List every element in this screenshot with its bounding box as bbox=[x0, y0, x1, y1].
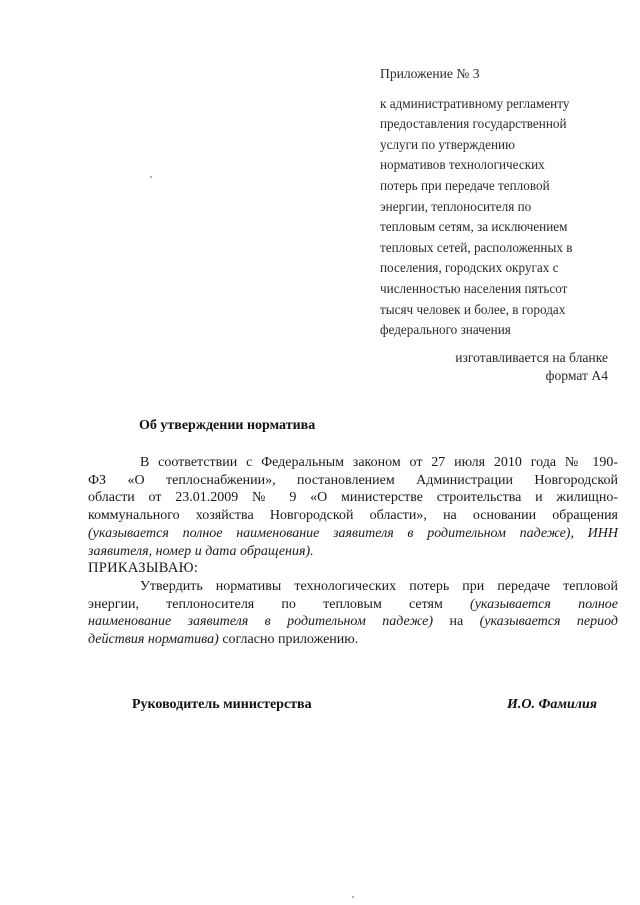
document-body bbox=[88, 454, 618, 649]
appendix-line: тепловым сетям, за исключением bbox=[380, 219, 568, 235]
appendix-line: к административному регламенту bbox=[380, 95, 570, 111]
order-placeholder: действия норматива) bbox=[88, 632, 219, 648]
appendix-line: энергии, теплоносителя по bbox=[380, 198, 532, 214]
order-line bbox=[88, 596, 618, 614]
basis-line: В соответствии с Федеральным законом от 27 июля 2010 года № 190- bbox=[140, 455, 618, 470]
blank-note bbox=[358, 349, 608, 385]
appendix-line: численностью населения пятьсот bbox=[380, 280, 568, 296]
appendix-line: потерь при передаче тепловой bbox=[380, 177, 550, 193]
order-placeholder: (указывается период bbox=[479, 614, 618, 630]
basis-line: (указывается полное наименование заявителя в родительном падеже), ИНН bbox=[88, 525, 618, 541]
order-text: согласно приложению. bbox=[218, 632, 359, 648]
order-placeholder: наименование заявителя в родительном падеже) bbox=[88, 614, 434, 630]
signature-name: И.О. Фамилия bbox=[507, 697, 597, 712]
basis-line: области от 23.01.2009 № 9 «О министерстве строительства и жилищно- bbox=[88, 490, 618, 506]
appendix-line: тысяч человек и более, в городах bbox=[380, 301, 566, 317]
document-title: Об утверждении норматива bbox=[139, 418, 316, 433]
order-line bbox=[88, 613, 618, 631]
signature-role: Руководитель министерства bbox=[132, 697, 312, 712]
order-placeholder: (указывается полное bbox=[470, 596, 618, 612]
order-line: Утвердить нормативы технологических потерь при передаче тепловой bbox=[140, 578, 618, 594]
blank-note-line2: формат А4 bbox=[545, 368, 608, 383]
appendix-line: нормативов технологических bbox=[380, 157, 545, 173]
order-text: на bbox=[433, 614, 480, 630]
scan-speck bbox=[150, 176, 152, 178]
order-heading: ПРИКАЗЫВАЮ: bbox=[88, 560, 199, 577]
basis-line: коммунального хозяйства Новгородской области», на основании обращения bbox=[88, 508, 618, 524]
appendix-line: тепловых сетей, расположенных в bbox=[380, 239, 573, 255]
appendix-line: предоставления государственной bbox=[380, 116, 567, 132]
scan-speck bbox=[352, 896, 354, 898]
appendix-header bbox=[380, 64, 615, 341]
appendix-line: федерального значения bbox=[380, 322, 511, 338]
appendix-line: услуги по утверждению bbox=[380, 136, 515, 152]
order-line bbox=[88, 631, 618, 649]
appendix-title: Приложение № 3 bbox=[380, 66, 480, 81]
order-text: энергии, теплоносителя по тепловым сетям bbox=[88, 596, 471, 612]
basis-line: ФЗ «О теплоснабжении», постановлением Администрации Новгородской bbox=[88, 472, 618, 488]
blank-note-line1: изготавливается на бланке bbox=[455, 350, 608, 365]
basis-line: заявителя, номер и дата обращения). bbox=[88, 543, 314, 559]
appendix-line: поселения, городских округах с bbox=[380, 260, 559, 276]
